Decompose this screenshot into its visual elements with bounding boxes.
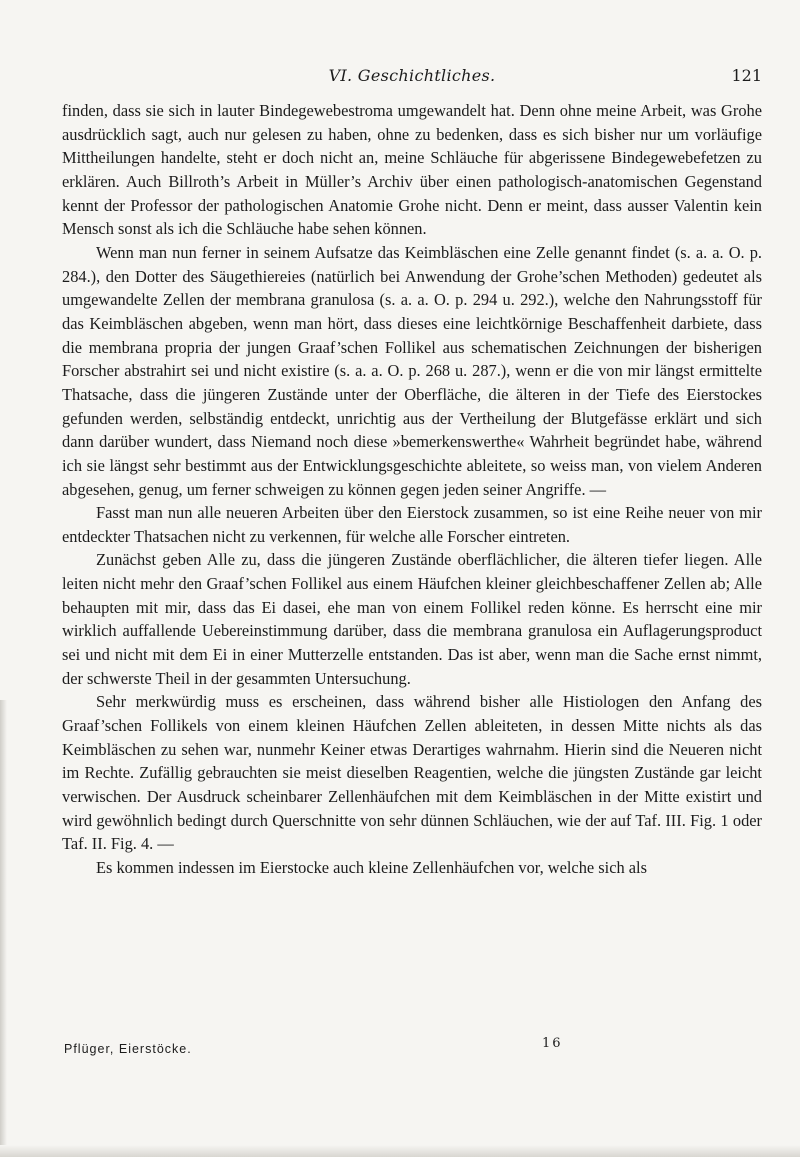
chapter-title: VI. Geschichtliches. (328, 66, 496, 85)
sheet-number: 16 (542, 1036, 563, 1051)
page-bottom-shadow (0, 1145, 800, 1157)
page-footer (62, 1036, 762, 1062)
paragraph: Wenn man nun ferner in seinem Aufsatze das Keimbläschen eine Zelle genannt findet (s. a. a. O. p. 284.), den Dotter des Säugethiereies (natürlich bei Anwendung der Grohe’schen Methoden) gedeutet als umgewandelte Zellen der membrana granulosa (s. a. a. O. p. 294 u. 292.), welche den Nahrungsstoff für das Keimbläschen abgeben, wenn man hört, dass dieses eine leichtkörnige Beschaffenheit darbiete, dass die membrana propria der jungen Graaf’schen Follikel aus schematischen Zeichnungen der bisherigen Forscher abstrahirt sei und nicht existire (s. a. a. O. p. 268 u. 287.), wenn er die von mir längst ermittelte Thatsache, dass die jüngeren Zustände unter der Oberfläche, die älteren in der Tiefe des Eierstockes gefunden werden, selbständig entdeckt, unrichtig aus der Vertheilung der Blutgefässe erklärt und sich dann darüber wundert, dass Niemand noch diese »bemerkenswerthe« Wahrheit begründet habe, während ich sie längst sehr bestimmt aus der Entwicklungsgeschichte ableitete, so weiss man, von vielem Anderen abgesehen, genug, um ferner schweigen zu können gegen jeden seiner Angriffe. — (62, 242, 762, 499)
page-number: 121 (731, 66, 762, 85)
running-head (62, 66, 762, 90)
paragraph: Fasst man nun alle neueren Arbeiten über den Eierstock zusammen, so ist eine Reihe neuer von mir entdeckter Thatsachen nicht zu verkennen, für welche alle Forscher eintreten. (62, 503, 762, 546)
body-text (62, 99, 762, 880)
paragraph: Es kommen indessen im Eierstocke auch kleine Zellenhäufchen vor, welche sich als (96, 858, 647, 877)
page-edge-shadow (0, 700, 7, 1157)
paragraph: Zunächst geben Alle zu, dass die jüngeren Zustände oberflächlicher, die älteren tiefer liegen. Alle leiten nicht mehr den Graaf’schen Follikel aus einem Häufchen kleiner gleichbeschaffener Zellen ab; Alle behaupten mit mir, dass das Ei dasei, ehe man von einem Follikel reden könne. Es herrscht eine mir wirklich auffallende Uebereinstimmung darüber, dass die membrana granulosa ein Auflagerungsproduct sei und nicht mit dem Ei in einer Mutterzelle entstanden. Das ist aber, wenn man die Sache ernst nimmt, der schwerste Theil in der gesammten Untersuchung. (62, 550, 762, 688)
paragraph: Sehr merkwürdig muss es erscheinen, dass während bisher alle Histiologen den Anfang des Graaf’schen Follikels von einem kleinen Häufchen Zellen ableiteten, in dessen Mitte nichts als das Keimbläschen zu sehen war, nunmehr Keiner etwas Derartiges wahrnahm. Hierin sind die Neueren nicht im Rechte. Zufällig gebrauchten sie meist dieselben Reagentien, welche die jüngsten Zustände gar leicht verwischen. Der Ausdruck scheinbarer Zellenhäufchen mit dem Keimbläschen in der Mitte existirt und wird gewöhnlich bedingt durch Querschnitte von sehr dünnen Schläuchen, wie der auf Taf. III. Fig. 1 oder Taf. II. Fig. 4. — (62, 692, 762, 854)
printer-signature: Pflüger, Eierstöcke. (64, 1042, 192, 1056)
paragraph: finden, dass sie sich in lauter Bindegewebestroma umgewandelt hat. Denn ohne meine Arbeit, was Grohe ausdrücklich sagt, auch nur gelesen zu haben, ohne zu bedenken, dass es sich bisher nur um vorläufige Mittheilungen handelte, steht er doch nicht an, meine Schläuche für abgerissene Bindegewebefetzen zu erklären. Auch Billroth’s Arbeit in Müller’s Archiv über einen pathologisch-anatomischen Gegenstand kennt der Professor der pathologischen Anatomie Grohe nicht. Denn er meint, dass ausser Valentin kein Mensch sonst als ich die Schläuche habe sehen können. (62, 101, 762, 239)
